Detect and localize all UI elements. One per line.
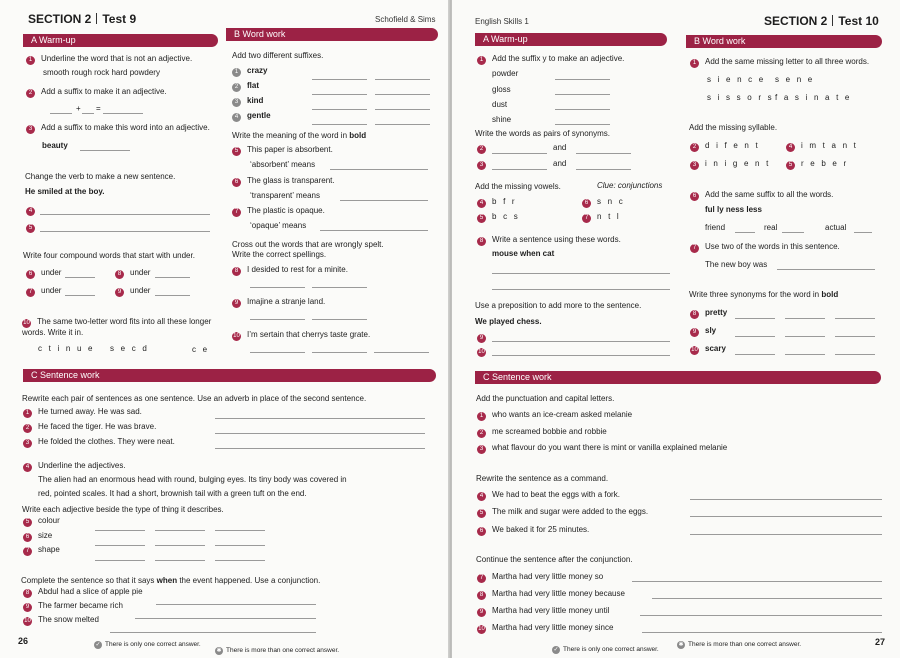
answer-line[interactable] xyxy=(375,79,430,80)
question-3: 3 i n i g e n t xyxy=(690,159,771,170)
instruction: Write the words as pairs of synonyms. xyxy=(475,129,611,138)
clue-text: Clue: conjunctions xyxy=(597,181,663,190)
answer-line[interactable] xyxy=(215,530,265,531)
question-8: 8 pretty xyxy=(690,308,727,319)
answer-line[interactable] xyxy=(50,113,72,114)
word-fragment: f a s i n a t e xyxy=(775,93,852,102)
answer-line[interactable] xyxy=(65,277,95,278)
word-fragment: s e n e xyxy=(775,75,815,84)
answer-line[interactable] xyxy=(65,295,95,296)
meaning-prompt: ‘opaque’ means xyxy=(250,221,307,230)
sentence-work-band: C Sentence work xyxy=(475,371,881,384)
question-3: 3 He folded the clothes. They were neat. xyxy=(23,437,175,448)
instruction: Write four compound words that start with under. xyxy=(23,251,195,260)
paragraph-line: The alien had an enormous head with round, bulging eyes. Its tiny body was covered in xyxy=(38,475,347,484)
question-8: 8 I desided to rest for a minite. xyxy=(232,265,348,276)
question-2: 2 d i f e n t xyxy=(690,141,760,152)
publisher-name: Schofield & Sims xyxy=(375,15,436,24)
answer-line[interactable] xyxy=(835,354,875,355)
question-9: 9 The farmer became rich xyxy=(23,601,123,612)
answer-line[interactable] xyxy=(215,433,425,434)
answer-line[interactable] xyxy=(330,169,428,170)
sentence: He smiled at the boy. xyxy=(25,187,105,196)
answer-line[interactable] xyxy=(312,124,367,125)
instruction: Write the meaning of the word in bold xyxy=(232,131,367,140)
answer-line[interactable] xyxy=(735,232,755,233)
question-1: 1 who wants an ice-cream asked melanie xyxy=(477,410,632,421)
word-work-band: B Word work xyxy=(226,28,438,41)
question-7: 7 n t l xyxy=(582,212,621,223)
answer-line[interactable] xyxy=(95,545,145,546)
question-8: 8 Write a sentence using these words. xyxy=(477,235,621,246)
answer-line[interactable] xyxy=(835,336,875,337)
instruction: Use a preposition to add more to the sentence. xyxy=(475,301,642,310)
footer-key-many-answers: ✱ There is more than one correct answer. xyxy=(216,647,340,654)
question-1: 1 Underline the word that is not an adjective. xyxy=(26,54,192,65)
answer-line[interactable] xyxy=(215,418,425,419)
question-1: 1 crazy xyxy=(232,66,267,77)
question-10: 10 scary xyxy=(691,344,726,353)
warmup-band: A Warm-up xyxy=(475,33,667,46)
answer-line[interactable] xyxy=(250,319,305,320)
question-5: 5 This paper is absorbent. xyxy=(232,145,333,156)
answer-line[interactable] xyxy=(555,94,610,95)
question-7: 7 The plastic is opaque. xyxy=(232,206,325,217)
question-4: 4 b f r xyxy=(477,197,517,208)
word-powder: powder xyxy=(492,69,519,78)
answer-line[interactable] xyxy=(312,319,367,320)
word-fragment: c e xyxy=(192,345,210,354)
answer-line[interactable] xyxy=(155,560,205,561)
word-fragment: s i e n c e xyxy=(707,75,766,84)
question-8: 8 Martha had very little money because xyxy=(477,589,625,600)
question-10: 10 xyxy=(478,349,485,355)
question-7: 7 Use two of the words in this sentence. xyxy=(690,242,840,253)
answer-line[interactable] xyxy=(785,318,825,319)
answer-line[interactable] xyxy=(103,113,143,114)
word-list: smooth rough rock hard powdery xyxy=(43,68,160,77)
many-answers-icon: ✱ xyxy=(216,648,222,654)
question-4: 4 i m t a n t xyxy=(786,141,858,152)
word-set: mouse when cat xyxy=(492,249,555,258)
word-real: real xyxy=(764,223,778,232)
answer-line[interactable] xyxy=(555,79,610,80)
footer-key-many-answers: ✱ There is more than one correct answer. xyxy=(678,641,802,648)
question-9: 9 under xyxy=(115,286,150,297)
word-actual: actual xyxy=(825,223,847,232)
question-10: 10 The same two-letter word fits into all these longer words. Write it in. xyxy=(22,317,212,337)
right-page-header: SECTION 2 Test 10 xyxy=(764,14,879,28)
question-5: 5 xyxy=(26,222,41,233)
instruction: Write each adjective beside the type of thing it describes. xyxy=(22,505,224,514)
answer-line[interactable] xyxy=(492,273,670,274)
equals-sign: = xyxy=(96,104,101,113)
answer-line[interactable] xyxy=(785,336,825,337)
answer-line[interactable] xyxy=(576,153,631,154)
question-2: 2 me screamed bobbie and robbie xyxy=(477,427,607,438)
and-label: and xyxy=(553,143,567,152)
instruction: Rewrite each pair of sentences as one sentence. Use an adverb in place of the second sentence. xyxy=(22,394,367,403)
answer-line[interactable] xyxy=(777,269,875,270)
answer-line[interactable] xyxy=(492,289,670,290)
answer-line[interactable] xyxy=(735,354,775,355)
question-2: 2 xyxy=(477,143,492,154)
answer-line[interactable] xyxy=(492,153,547,154)
question-10: 10 Martha had very little money since xyxy=(478,623,614,632)
question-4: 4 Underline the adjectives. xyxy=(23,461,126,472)
answer-line[interactable] xyxy=(155,277,190,278)
word-dust: dust xyxy=(492,100,508,109)
answer-line[interactable] xyxy=(82,113,94,114)
answer-line[interactable] xyxy=(735,318,775,319)
word-gloss: gloss xyxy=(492,85,511,94)
question-10: 10 I’m sertain that cherrys taste grate. xyxy=(233,330,371,339)
page-number: 26 xyxy=(18,636,29,646)
answer-line[interactable] xyxy=(135,618,316,619)
question-6: 6 under xyxy=(26,268,61,279)
answer-line[interactable] xyxy=(690,499,882,500)
answer-line[interactable] xyxy=(492,169,547,170)
question-7: 7 Martha had very little money so xyxy=(477,572,603,583)
answer-line[interactable] xyxy=(312,79,367,80)
answer-line[interactable] xyxy=(555,124,610,125)
footer-key-one-answer: ✓ There is only one correct answer. xyxy=(553,646,659,653)
meaning-prompt: ‘transparent’ means xyxy=(250,191,320,200)
question-5: 5 colour xyxy=(23,516,60,527)
answer-line[interactable] xyxy=(652,598,882,599)
answer-line[interactable] xyxy=(642,632,882,633)
question-8: 8 Abdul had a slice of apple pie xyxy=(23,587,143,598)
suffix-set: ful ly ness less xyxy=(705,205,762,214)
question-9: 9 Imajine a stranje land. xyxy=(232,297,325,308)
answer-line[interactable] xyxy=(632,581,882,582)
instruction: Add the punctuation and capital letters. xyxy=(476,394,615,403)
answer-line[interactable] xyxy=(690,516,882,517)
answer-line[interactable] xyxy=(785,354,825,355)
answer-line[interactable] xyxy=(576,169,631,170)
question-2: 2 flat xyxy=(232,81,259,92)
answer-line[interactable] xyxy=(690,534,882,535)
answer-line[interactable] xyxy=(215,448,425,449)
many-answers-icon: ✱ xyxy=(678,642,684,648)
answer-line[interactable] xyxy=(375,94,430,95)
question-7: 7 shape xyxy=(23,545,60,556)
instruction: Change the verb to make a new sentence. xyxy=(25,172,176,181)
answer-line[interactable] xyxy=(492,341,670,342)
instruction: Rewrite the sentence as a command. xyxy=(476,474,609,483)
answer-line[interactable] xyxy=(320,230,428,231)
question-5: 5 r e b e r xyxy=(786,159,848,170)
sentence-work-band: C Sentence work xyxy=(23,369,436,382)
question-6: 6 s n c xyxy=(582,197,625,208)
question-6: 6 Add the same suffix to all the words. xyxy=(690,190,833,201)
answer-line[interactable] xyxy=(312,94,367,95)
answer-line[interactable] xyxy=(110,632,316,633)
question-3: 3 what flavour do you want there is mint or vanilla explained melanie xyxy=(477,443,727,454)
warmup-band: A Warm-up xyxy=(23,34,218,47)
meaning-prompt: ‘absorbent’ means xyxy=(250,160,316,169)
answer-line[interactable] xyxy=(312,109,367,110)
question-1: 1 Add the same missing letter to all three words. xyxy=(690,57,869,68)
answer-line[interactable] xyxy=(40,214,210,215)
instruction: Write three synonyms for the word in bold xyxy=(689,290,839,299)
question-6: 6 size xyxy=(23,531,52,542)
question-4: 4 We had to beat the eggs with a fork. xyxy=(477,490,620,501)
question-4: 4 gentle xyxy=(232,111,271,122)
answer-line[interactable] xyxy=(640,615,882,616)
answer-line[interactable] xyxy=(250,352,305,353)
question-3: 3 kind xyxy=(232,96,263,107)
one-answer-icon: ✓ xyxy=(553,647,559,653)
instruction: Continue the sentence after the conjunction. xyxy=(476,555,633,564)
question-4: 4 xyxy=(26,205,41,216)
instruction: Add the missing syllable. xyxy=(689,123,778,132)
word-shine: shine xyxy=(492,115,512,124)
answer-line[interactable] xyxy=(155,545,205,546)
question-5: 5 b c s xyxy=(477,212,520,223)
question-1: 1 Add the suffix y to make an adjective. xyxy=(477,54,624,65)
instruction: Add the missing vowels. xyxy=(475,182,561,191)
answer-line[interactable] xyxy=(312,287,367,288)
question-2: 2 Add a suffix to make it an adjective. xyxy=(26,87,167,98)
question-3: 3 xyxy=(477,159,492,170)
question-6: 6 We baked it for 25 minutes. xyxy=(477,525,589,536)
answer-line[interactable] xyxy=(155,530,205,531)
answer-line[interactable] xyxy=(782,232,804,233)
instruction: Complete the sentence so that it says when the event happened. Use a conjunction. xyxy=(21,576,321,585)
question-3: 3 Add a suffix to make this word into an adjective. xyxy=(26,123,210,134)
answer-line[interactable] xyxy=(735,336,775,337)
answer-line[interactable] xyxy=(375,124,430,125)
plus-sign: + xyxy=(76,104,81,113)
answer-line[interactable] xyxy=(854,232,872,233)
answer-line[interactable] xyxy=(80,150,130,151)
right-page xyxy=(452,0,900,658)
word-friend: friend xyxy=(705,223,726,232)
answer-line[interactable] xyxy=(835,318,875,319)
answer-line[interactable] xyxy=(312,352,367,353)
paragraph-line: red, pointed scales. It had a short, brownish tail with a green tuft on the end. xyxy=(38,489,307,498)
instruction: Add two different suffixes. xyxy=(232,51,324,60)
question-7: 7 under xyxy=(26,286,61,297)
question-1: 1 He turned away. He was sad. xyxy=(23,407,142,418)
question-9: 9 Martha had very little money until xyxy=(477,606,609,617)
word-fragment: s i s s o r s xyxy=(707,93,774,102)
question-9: 9 xyxy=(477,332,492,343)
question-5: 5 The milk and sugar were added to the eggs. xyxy=(477,507,648,518)
word-beauty: beauty xyxy=(42,141,68,150)
answer-line[interactable] xyxy=(95,560,145,561)
answer-line[interactable] xyxy=(492,355,670,356)
page-number: 27 xyxy=(875,637,886,647)
question-8: 8 under xyxy=(115,268,150,279)
answer-line[interactable] xyxy=(215,545,265,546)
question-6: 6 The glass is transparent. xyxy=(232,176,335,187)
instruction: Write the correct spellings. xyxy=(232,250,327,259)
answer-line[interactable] xyxy=(555,109,610,110)
answer-line[interactable] xyxy=(375,109,430,110)
left-page-header: SECTION 2 Test 9 xyxy=(28,12,137,26)
question-9: 9 sly xyxy=(690,326,716,337)
answer-line[interactable] xyxy=(95,530,145,531)
instruction: Cross out the words that are wrongly spelt. xyxy=(232,240,384,249)
book-title: English Skills 1 xyxy=(475,17,529,26)
left-page xyxy=(0,0,448,658)
sentence: We played chess. xyxy=(475,317,542,326)
answer-line[interactable] xyxy=(215,560,265,561)
answer-line[interactable] xyxy=(374,352,429,353)
answer-line[interactable] xyxy=(250,287,305,288)
question-2: 2 He faced the tiger. He was brave. xyxy=(23,422,156,433)
word-fragment: c t i n u e xyxy=(38,344,95,353)
one-answer-icon: ✓ xyxy=(95,642,101,648)
answer-line[interactable] xyxy=(156,604,316,605)
answer-line[interactable] xyxy=(40,231,210,232)
sentence: The new boy was xyxy=(705,260,768,269)
footer-key-one-answer: ✓ There is only one correct answer. xyxy=(95,641,201,648)
word-work-band: B Word work xyxy=(686,35,882,48)
word-fragment: s e c d xyxy=(110,344,149,353)
answer-line[interactable] xyxy=(340,200,428,201)
answer-line[interactable] xyxy=(155,295,190,296)
and-label: and xyxy=(553,159,567,168)
question-10: 10 The snow melted xyxy=(24,615,99,624)
